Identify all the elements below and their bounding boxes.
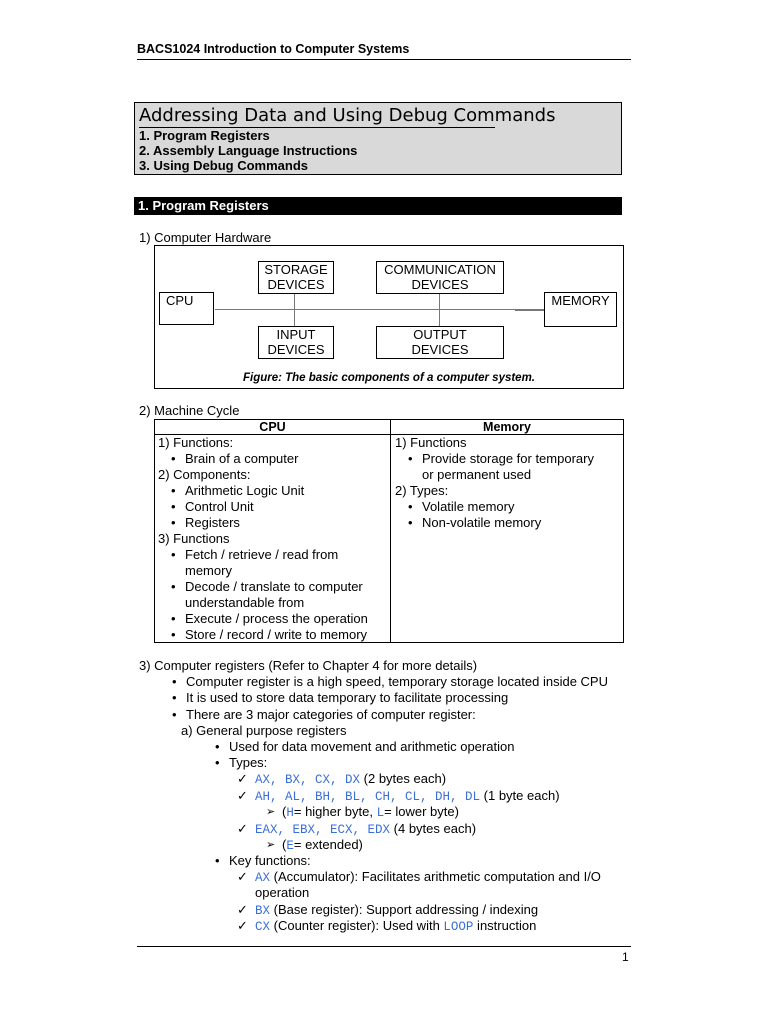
general-purpose-label: a) General purpose registers <box>181 723 347 738</box>
toc-item-3: 3. Using Debug Commands <box>139 158 309 173</box>
col-header-cpu: CPU <box>259 420 286 434</box>
key-cx-desc-end: instruction <box>473 918 537 933</box>
input-label-line2: DEVICES <box>267 342 325 357</box>
cpu-line: • Arithmetic Logic Unit <box>185 483 304 498</box>
bus-line-right <box>515 310 545 311</box>
mem-line: • Volatile memory <box>422 499 514 514</box>
key-functions-label: • Key functions: <box>229 853 311 868</box>
key-ax-cont: operation <box>255 885 310 900</box>
communication-label-line2: DEVICES <box>411 277 469 292</box>
cpu-line: • Control Unit <box>185 499 254 514</box>
input-label-line1: INPUT <box>276 327 316 342</box>
output-label-line1: OUTPUT <box>413 327 467 342</box>
header-rule <box>137 59 631 60</box>
section-bar-label: 1. Program Registers <box>138 198 269 213</box>
output-label-line2: DEVICES <box>411 342 469 357</box>
footer-rule <box>137 946 631 947</box>
storage-devices-box <box>258 261 334 294</box>
memory-box <box>544 292 617 327</box>
note-mid: = higher byte, <box>293 804 377 819</box>
mem-line: or permanent used <box>422 467 532 482</box>
connector-storage-input <box>294 294 295 326</box>
registers-bullet-1: • Computer register is a high speed, temporary storage located inside CPU <box>186 674 608 689</box>
connector-comm-output <box>439 294 440 326</box>
code-e: E <box>286 839 294 853</box>
key-bx-desc: (Base register): Support addressing / indexing <box>270 902 539 917</box>
code-8bit-registers: AH, AL, BH, BL, CH, CL, DH, DL <box>255 790 481 804</box>
code-16bit-registers: AX, BX, CX, DX <box>255 773 361 787</box>
input-devices-box <box>258 326 334 359</box>
code-loop: LOOP <box>443 920 474 934</box>
key-bx <box>255 902 538 918</box>
machine-cycle-table <box>154 419 624 643</box>
note32-end: = extended) <box>293 837 363 852</box>
code-ax: AX <box>255 871 271 885</box>
toc-item-1: 1. Program Registers <box>139 128 270 143</box>
toc-item-2: 2. Assembly Language Instructions <box>139 143 358 158</box>
gp-bullet-usage: • Used for data movement and arithmetic operation <box>229 739 514 754</box>
code-l: L <box>376 806 385 820</box>
type-8bit <box>255 788 560 804</box>
page-number: 1 <box>622 950 629 964</box>
storage-label-line1: STORAGE <box>264 262 328 277</box>
section-bar-program-registers <box>134 197 622 215</box>
title-box <box>134 102 622 175</box>
registers-bullet-2: • It is used to store data temporary to facilitate processing <box>186 690 508 705</box>
code-bx: BX <box>255 904 271 918</box>
type-32bit-desc: (4 bytes each) <box>390 821 477 836</box>
memory-label: MEMORY <box>551 293 610 308</box>
note-open: ( <box>282 804 287 819</box>
code-h: H <box>286 806 294 820</box>
cpu-box <box>159 292 214 325</box>
note32-open: ( <box>282 837 287 852</box>
cpu-line: understandable from <box>185 595 305 610</box>
cpu-line: • Brain of a computer <box>185 451 298 466</box>
gp-bullet-types: • Types: <box>229 755 267 770</box>
communication-label-line1: COMMUNICATION <box>384 262 496 277</box>
note-end: = lower byte) <box>384 804 459 819</box>
code-cx: CX <box>255 920 271 934</box>
figure-caption: Figure: The basic components of a computer system. <box>242 372 536 384</box>
communication-devices-box <box>376 261 504 294</box>
course-header: BACS1024 Introduction to Computer Systems <box>137 42 410 56</box>
code-32bit-registers: EAX, EBX, ECX, EDX <box>255 823 391 837</box>
cpu-label: CPU <box>166 293 194 308</box>
key-cx-desc: (Counter register): Used with <box>270 918 444 933</box>
key-cx <box>255 918 536 934</box>
col-header-memory: Memory <box>483 420 531 434</box>
mem-line: 1) Functions <box>395 435 467 450</box>
cpu-line: memory <box>185 563 232 578</box>
type-16bit <box>255 771 446 787</box>
registers-label: 3) Computer registers (Refer to Chapter 4 for more details) <box>139 658 478 673</box>
type-8bit-desc: (1 byte each) <box>480 788 560 803</box>
cpu-line: 2) Components: <box>158 467 251 482</box>
key-ax-desc: (Accumulator): Facilitates arithmetic computation and I/O <box>270 869 601 884</box>
hardware-label: 1) Computer Hardware <box>139 230 272 245</box>
cpu-line: 1) Functions: <box>158 435 234 450</box>
document-title: Addressing Data and Using Debug Commands <box>139 105 556 126</box>
key-ax <box>255 869 631 885</box>
cpu-line: • Store / record / write to memory <box>185 627 367 642</box>
table-divider <box>390 420 391 642</box>
type-32bit-note <box>282 837 363 853</box>
cpu-line: • Decode / translate to computer <box>185 579 363 594</box>
type-32bit <box>255 821 476 837</box>
mem-line: • Provide storage for temporary <box>422 451 594 466</box>
cpu-line: • Registers <box>185 515 240 530</box>
output-devices-box <box>376 326 504 359</box>
storage-label-line2: DEVICES <box>267 277 325 292</box>
cpu-line: • Execute / process the operation <box>185 611 368 626</box>
type-16bit-desc: (2 bytes each) <box>360 771 447 786</box>
cpu-line: • Fetch / retrieve / read from <box>185 547 338 562</box>
mem-line: • Non-volatile memory <box>422 515 541 530</box>
hardware-figure <box>154 245 624 389</box>
type-8bit-note <box>282 804 459 820</box>
machine-cycle-label: 2) Machine Cycle <box>139 403 240 418</box>
registers-bullet-3: • There are 3 major categories of computer register: <box>186 707 476 722</box>
mem-line: 2) Types: <box>395 483 449 498</box>
cpu-line: 3) Functions <box>158 531 230 546</box>
bus-line <box>215 309 545 310</box>
